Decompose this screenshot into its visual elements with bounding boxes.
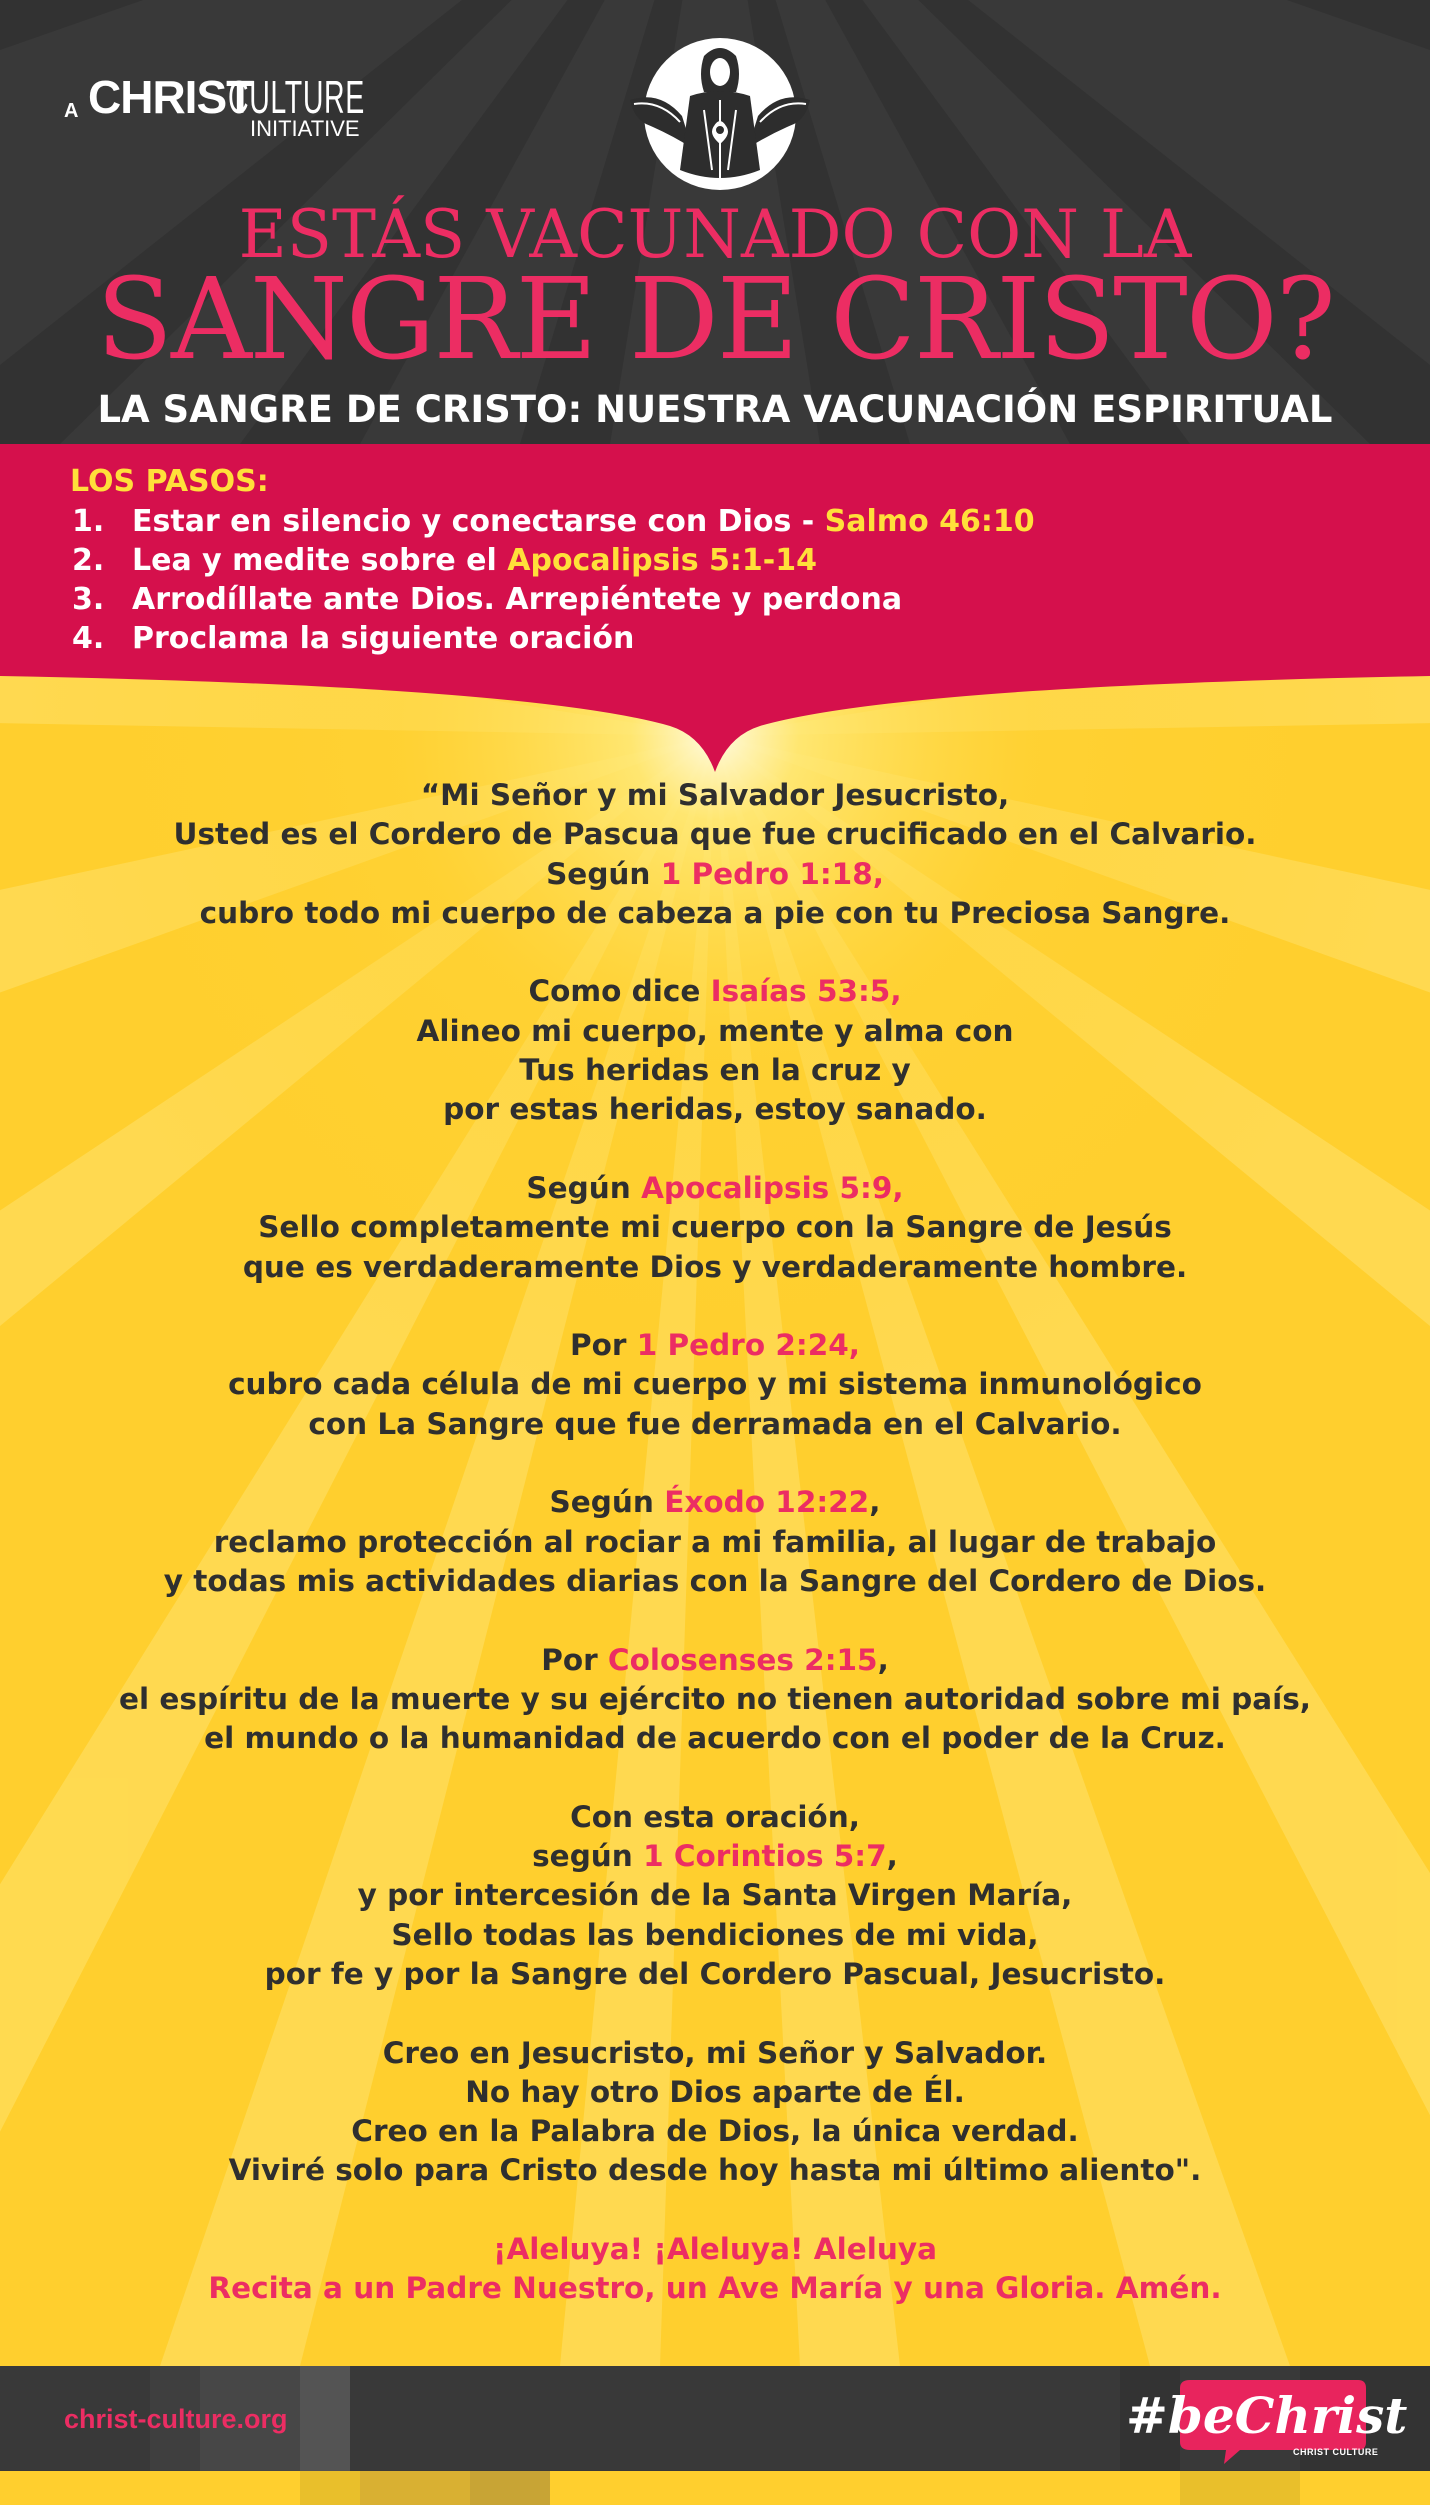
step-number: 2. — [72, 543, 105, 578]
step-number: 1. — [72, 504, 105, 539]
step-3 — [72, 582, 902, 617]
logo-christ: CHRIST — [88, 71, 254, 123]
prayer-line: Creo en la Palabra de Dios, la única verdad. — [351, 2114, 1079, 2149]
logo-culture: CULTURE — [228, 71, 365, 123]
prayer-line — [0, 1169, 1430, 1208]
scripture-reference: 1 Corintios 5:7 — [643, 1839, 887, 1874]
hashtag-subtext: CHRIST CULTURE — [1293, 2447, 1379, 2457]
prayer-line: reclamo protección al rociar a mi familia, al lugar de trabajo — [213, 1524, 1217, 1559]
prayer-line — [0, 1837, 1430, 1876]
prayer-paragraph-5 — [0, 1483, 1430, 1601]
step-reference: Salmo 46:10 — [824, 504, 1035, 539]
prayer-line: Creo en Jesucristo, mi Señor y Salvador. — [382, 2035, 1048, 2070]
prayer-line: y por intercesión de la Santa Virgen María, — [357, 1878, 1073, 1913]
prayer-line: Sello completamente mi cuerpo con la Sangre de Jesús — [258, 1210, 1172, 1245]
step-text: Lea y medite sobre el — [132, 543, 508, 578]
logo-a: A — [64, 100, 79, 122]
logo-initiative: INITIATIVE — [250, 116, 360, 141]
strip-segment — [360, 2471, 470, 2505]
subtitle: LA SANGRE DE CRISTO: NUESTRA VACUNACIÓN ESPIRITUAL — [97, 388, 1333, 431]
prayer-line: No hay otro Dios aparte de Él. — [465, 2074, 965, 2109]
prayer-text — [0, 776, 1430, 2348]
prayer-line-text: Por — [570, 1328, 637, 1363]
prayer-paragraph-7 — [0, 1798, 1430, 1994]
prayer-line: el espíritu de la muerte y su ejército no tienen autoridad sobre mi país, — [119, 1681, 1311, 1716]
step-text: Estar en silencio y conectarse con Dios - — [132, 504, 825, 539]
prayer-line — [0, 972, 1430, 1011]
step-4 — [72, 621, 634, 656]
title-line-2: SANGRE DE CRISTO? — [96, 255, 1334, 385]
prayer-line: Usted es el Cordero de Pascua que fue crucificado en el Calvario. — [173, 817, 1257, 852]
prayer-line-text: , — [869, 1485, 881, 1520]
step-number: 3. — [72, 582, 105, 617]
prayer-paragraph-2 — [0, 972, 1430, 1129]
prayer-line-text: Según — [546, 856, 661, 891]
prayer-line: cubro todo mi cuerpo de cabeza a pie con tu Preciosa Sangre. — [199, 895, 1231, 930]
prayer-line: “Mi Señor y mi Salvador Jesucristo, — [420, 778, 1010, 812]
scripture-reference: Colosenses 2:15 — [607, 1642, 878, 1677]
prayer-line: con La Sangre que fue derramada en el Calvario. — [308, 1406, 1122, 1441]
prayer-closing — [0, 2230, 1430, 2309]
prayer-line: y todas mis actividades diarias con la Sangre del Cordero de Dios. — [163, 1563, 1267, 1598]
header — [0, 0, 1430, 444]
strip-segment — [300, 2471, 360, 2505]
prayer-paragraph-3 — [0, 1169, 1430, 1287]
prayer-line: Tus heridas en la cruz y — [519, 1053, 911, 1088]
prayer-line-text: , — [886, 1839, 898, 1874]
prayer-line: por estas heridas, estoy sanado. — [443, 1092, 987, 1127]
prayer-line — [0, 1326, 1430, 1365]
prayer-line: el mundo o la humanidad de acuerdo con el poder de la Cruz. — [204, 1721, 1226, 1756]
prayer-line: por fe y por la Sangre del Cordero Pascual, Jesucristo. — [264, 1956, 1166, 1991]
prayer-line-text: , — [877, 1642, 889, 1677]
strip-segment — [1180, 2471, 1300, 2505]
prayer-line-text: Según — [549, 1485, 665, 1520]
title-line-1: ESTÁS VACUNADO CON LA — [238, 196, 1192, 273]
step-2 — [72, 543, 817, 578]
prayer-line-text: Según — [526, 1170, 642, 1205]
scripture-reference: Apocalipsis 5:9, — [641, 1170, 904, 1205]
prayer-line: Viviré solo para Cristo desde hoy hasta mi último aliento". — [228, 2153, 1202, 2188]
scripture-reference: 1 Pedro 1:18, — [660, 856, 884, 891]
step-1 — [72, 504, 1035, 539]
prayer-line: Sello todas las bendiciones de mi vida, — [391, 1917, 1039, 1952]
website-link[interactable]: christ-culture.org — [64, 2404, 288, 2434]
scripture-reference: 1 Pedro 2:24, — [636, 1328, 860, 1363]
footer — [0, 2366, 1430, 2471]
prayer-line — [0, 1641, 1430, 1680]
prayer-line: que es verdaderamente Dios y verdaderamente hombre. — [242, 1249, 1188, 1284]
prayer-paragraph-8 — [0, 2034, 1430, 2191]
prayer-paragraph-1 — [0, 776, 1430, 933]
prayer-line: Con esta oración, — [570, 1799, 860, 1834]
closing-line: ¡Aleluya! ¡Aleluya! Aleluya — [493, 2231, 937, 2266]
prayer-line: Alineo mi cuerpo, mente y alma con — [416, 1013, 1014, 1048]
prayer-line — [0, 855, 1430, 894]
prayer-line — [0, 1483, 1430, 1522]
prayer-line-text: según — [532, 1839, 644, 1874]
prayer-paragraph-4 — [0, 1326, 1430, 1444]
step-number: 4. — [72, 621, 105, 656]
scripture-reference: Éxodo 12:22 — [664, 1485, 870, 1520]
steps-panel — [0, 444, 1430, 676]
prayer-line: cubro cada célula de mi cuerpo y mi sistema inmunológico — [228, 1367, 1202, 1402]
step-text: Proclama la siguiente oración — [132, 621, 635, 656]
step-text: Arrodíllate ante Dios. Arrepiéntete y perdona — [132, 582, 903, 617]
praying-christ-emblem-icon — [620, 30, 820, 190]
prayer-paragraph-6 — [0, 1641, 1430, 1759]
prayer-line-text: Por — [541, 1642, 608, 1677]
hashtag-text: #beChrist — [1126, 2386, 1408, 2445]
closing-line: Recita a un Padre Nuestro, un Ave María y una Gloria. Amén. — [208, 2271, 1222, 2306]
bottom-strip — [0, 2471, 1430, 2505]
prayer-line-text: Como dice — [528, 974, 711, 1009]
scripture-reference: Isaías 53:5, — [710, 974, 902, 1009]
steps-title: LOS PASOS: — [70, 464, 269, 499]
strip-segment — [470, 2471, 550, 2505]
step-reference: Apocalipsis 5:1-14 — [507, 543, 818, 578]
